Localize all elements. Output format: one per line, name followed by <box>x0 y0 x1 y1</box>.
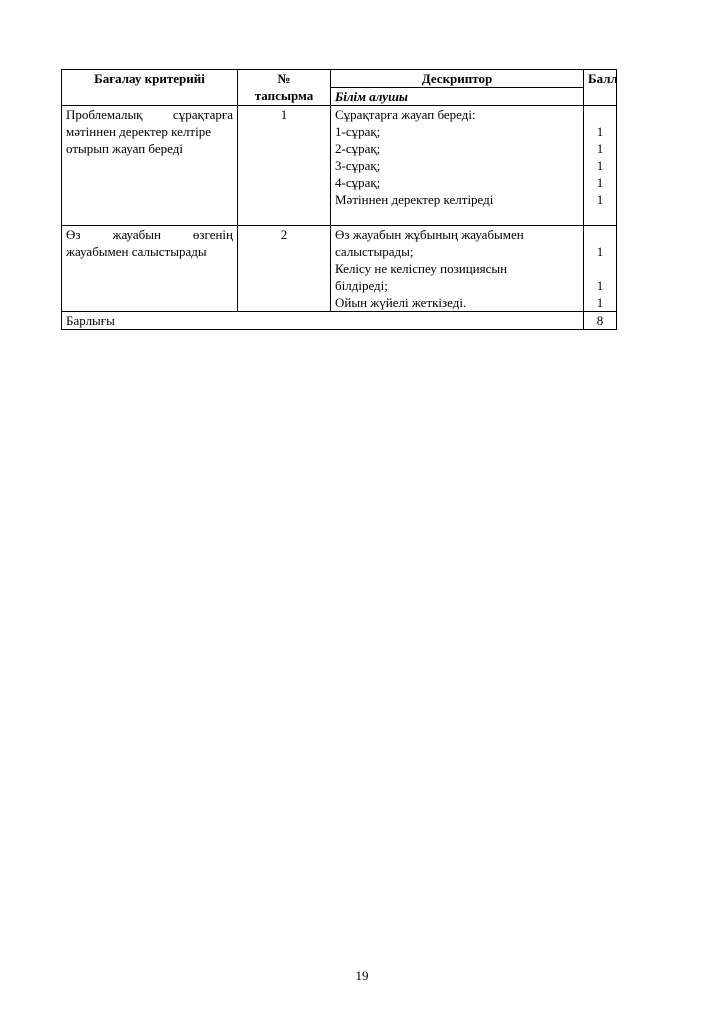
descriptor-line: 2-сұрақ; <box>335 141 381 156</box>
task-number-cell: 1 <box>238 106 331 226</box>
descriptor-line: 3-сұрақ; <box>335 158 381 173</box>
criteria-word: өзгенің <box>192 227 233 242</box>
criteria-line: отырып жауап береді <box>66 141 183 156</box>
header-task <box>238 70 331 106</box>
criteria-word: жауабын <box>112 227 161 242</box>
descriptor-line: Келісу не келіспеу позициясын <box>335 261 508 276</box>
descriptor-cell <box>331 106 584 226</box>
points-line: 1 <box>596 141 604 156</box>
points-line <box>588 260 612 277</box>
header-criteria: Бағалау критерийі <box>62 70 238 106</box>
descriptor-line: Ойын жүйелі жеткізеді. <box>335 295 467 310</box>
criteria-cell <box>62 106 238 226</box>
descriptor-line: білдіреді; <box>335 278 388 293</box>
points-line: 1 <box>596 158 604 173</box>
total-row <box>62 312 617 330</box>
points-line: 1 <box>596 192 604 207</box>
descriptor-cell <box>331 226 584 312</box>
table-row <box>62 106 617 226</box>
points-line: 1 <box>596 244 604 259</box>
descriptor-line: Мәтіннен деректер келтіреді <box>335 192 494 207</box>
descriptor-line: Өз жауабын жұбының жауабымен <box>335 227 524 242</box>
criteria-cell <box>62 226 238 312</box>
criteria-line <box>66 226 233 243</box>
criteria-word: Проблемалық <box>66 107 143 122</box>
page-number: 19 <box>355 968 369 983</box>
header-descriptor-sub: Білім алушы <box>331 88 584 106</box>
task-number-cell: 2 <box>238 226 331 312</box>
assessment-table <box>61 69 617 330</box>
criteria-word: сұрақтарға <box>172 107 233 122</box>
descriptor-line: 1-сұрақ; <box>335 124 381 139</box>
points-line: 1 <box>596 295 604 310</box>
descriptor-line: салыстырады; <box>335 244 414 259</box>
descriptor-line: 4-сұрақ; <box>335 175 381 190</box>
criteria-word: Өз <box>66 227 81 242</box>
row-spacer <box>335 208 579 225</box>
criteria-line <box>66 106 233 123</box>
points-line: 1 <box>596 175 604 190</box>
points-cell <box>584 226 617 312</box>
header-points: Балл <box>584 70 617 106</box>
table-row <box>62 226 617 312</box>
total-label: Барлығы <box>62 312 584 330</box>
points-line: 1 <box>596 278 604 293</box>
header-descriptor: Дескриптор <box>331 70 584 88</box>
points-line <box>588 106 612 123</box>
header-row <box>62 70 617 88</box>
criteria-line: жауабымен салыстырады <box>66 244 207 259</box>
header-task-label: тапсырма <box>254 88 314 103</box>
header-task-no: № <box>277 71 291 86</box>
descriptor-line: Сұрақтарға жауап береді: <box>335 107 476 122</box>
points-line: 1 <box>596 124 604 139</box>
points-line <box>588 226 612 243</box>
criteria-line: мәтіннен деректер келтіре <box>66 124 211 139</box>
points-cell <box>584 106 617 226</box>
total-points: 8 <box>584 312 617 330</box>
